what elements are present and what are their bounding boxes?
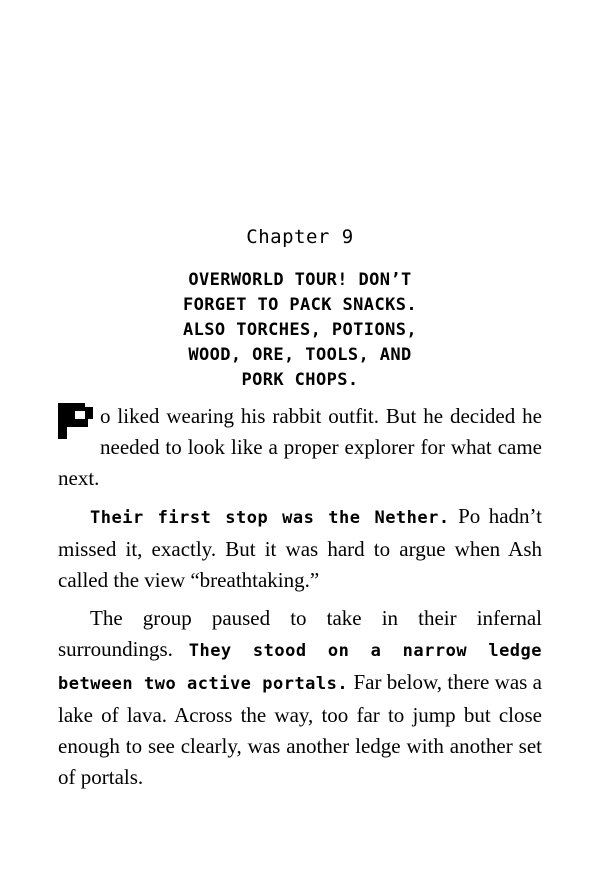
paragraph-1	[58, 401, 542, 494]
chapter-number: Chapter 9	[246, 226, 354, 248]
chapter-title-line: OVERWORLD TOUR! DON’T	[188, 270, 412, 290]
paragraph-3-text-before: The group paused to take in their infernal surroundings.	[58, 606, 542, 661]
chapter-title-line: FORGET TO PACK SNACKS.	[183, 295, 417, 315]
paragraph-3-text-after: Far below, there was a lake of lava. Across the way, too far to jump but close enough to see clearly, was another ledge with another set of portals.	[58, 670, 542, 789]
drop-cap-p	[58, 403, 94, 439]
drop-cap-glyph	[58, 403, 94, 439]
emphasis-text: They stood on a narrow ledge between two active portals.	[58, 641, 543, 694]
paragraph-3	[58, 603, 542, 793]
chapter-title-line: WOOD, ORE, TOOLS, AND	[188, 345, 412, 365]
paragraph-2-text: Po hadn’t missed it, exactly. But it was hard to argue when Ash called the view “breathtaking.”	[58, 504, 542, 592]
emphasis-text: Their first stop was the Nether.	[90, 508, 450, 528]
paragraph-2	[58, 501, 542, 596]
paragraph-1-text: o liked wearing his rabbit outfit. But he decided he needed to look like a proper explorer for what came next.	[58, 404, 542, 490]
chapter-title-line: ALSO TORCHES, POTIONS,	[183, 320, 417, 340]
chapter-title-line: PORK CHOPS.	[241, 370, 359, 390]
chapter-title	[110, 268, 490, 393]
chapter-body	[58, 401, 542, 800]
